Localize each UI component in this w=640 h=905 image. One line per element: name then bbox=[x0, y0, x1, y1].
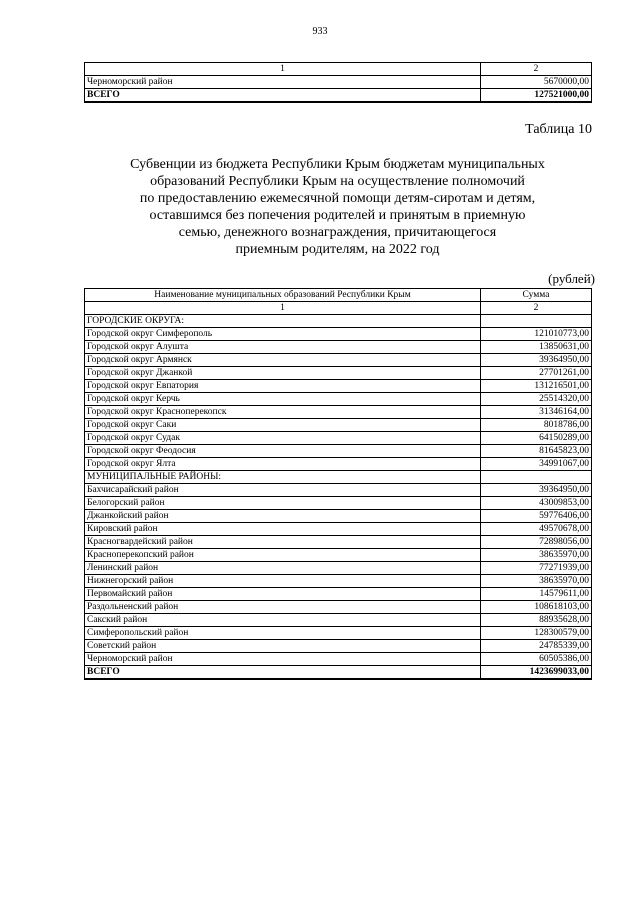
table-row bbox=[85, 640, 592, 653]
section-row bbox=[85, 471, 592, 484]
municipality-name: Черноморский район bbox=[85, 653, 481, 666]
municipality-name: Белогорский район bbox=[85, 497, 481, 510]
title-line: приемным родителям, на 2022 год bbox=[235, 242, 440, 257]
total-row bbox=[85, 666, 592, 680]
amount: 38635970,00 bbox=[481, 575, 592, 588]
amount: 43009853,00 bbox=[481, 497, 592, 510]
table-row bbox=[85, 588, 592, 601]
amount: 60505386,00 bbox=[481, 653, 592, 666]
title-line: оставшимся без попечения родителей и принятым в приемную bbox=[149, 208, 526, 223]
municipality-name: Красноперекопский район bbox=[85, 549, 481, 562]
amount: 64150289,00 bbox=[481, 432, 592, 445]
total-amount: 127521000,00 bbox=[481, 89, 592, 103]
table-row bbox=[85, 523, 592, 536]
municipality-name: Городской округ Саки bbox=[85, 419, 481, 432]
table-row bbox=[85, 497, 592, 510]
table-row bbox=[85, 76, 592, 89]
title-line: Субвенции из бюджета Республики Крым бюджетам муниципальных bbox=[130, 157, 545, 172]
table-row bbox=[85, 419, 592, 432]
title-line: образований Республики Крым на осуществление полномочий bbox=[150, 174, 525, 189]
table-row bbox=[85, 406, 592, 419]
municipality-name: Черноморский район bbox=[85, 76, 481, 89]
table-row bbox=[85, 328, 592, 341]
page-number: 933 bbox=[312, 26, 328, 37]
municipality-name: Джанкойский район bbox=[85, 510, 481, 523]
table-row bbox=[85, 653, 592, 666]
column-number: 1 bbox=[85, 302, 481, 315]
section-label: МУНИЦИПАЛЬНЫЕ РАЙОНЫ: bbox=[85, 471, 481, 484]
table-row bbox=[85, 380, 592, 393]
total-row bbox=[85, 89, 592, 103]
municipality-name: Городской округ Судак bbox=[85, 432, 481, 445]
amount: 25514320,00 bbox=[481, 393, 592, 406]
column-header-name: Наименование муниципальных образований Республики Крым bbox=[85, 289, 481, 302]
amount: 24785339,00 bbox=[481, 640, 592, 653]
table-row bbox=[85, 354, 592, 367]
table-row bbox=[85, 432, 592, 445]
municipality-name: Сакский район bbox=[85, 614, 481, 627]
municipality-name: Бахчисарайский район bbox=[85, 484, 481, 497]
table-row bbox=[85, 458, 592, 471]
table-row bbox=[85, 575, 592, 588]
municipality-name: Ленинский район bbox=[85, 562, 481, 575]
amount bbox=[481, 471, 592, 484]
table-row bbox=[85, 601, 592, 614]
continued-table bbox=[84, 62, 592, 103]
municipality-name: Советский район bbox=[85, 640, 481, 653]
municipality-name: Городской округ Евпатория bbox=[85, 380, 481, 393]
units-label: (рублей) bbox=[548, 271, 595, 286]
amount: 38635970,00 bbox=[481, 549, 592, 562]
amount: 39364950,00 bbox=[481, 354, 592, 367]
column-number-row bbox=[85, 63, 592, 76]
amount: 72898056,00 bbox=[481, 536, 592, 549]
municipality-name: Городской округ Симферополь bbox=[85, 328, 481, 341]
title-line: семью, денежного вознаграждения, причитающегося bbox=[178, 225, 497, 240]
subvention-table bbox=[84, 288, 592, 680]
amount: 131216501,00 bbox=[481, 380, 592, 393]
amount: 13850631,00 bbox=[481, 341, 592, 354]
column-number-row bbox=[85, 302, 592, 315]
total-label: ВСЕГО bbox=[85, 89, 481, 103]
table-row bbox=[85, 445, 592, 458]
amount: 14579611,00 bbox=[481, 588, 592, 601]
amount: 81645823,00 bbox=[481, 445, 592, 458]
column-header-sum: Сумма bbox=[481, 289, 592, 302]
table-row bbox=[85, 562, 592, 575]
municipality-name: Городской округ Джанкой bbox=[85, 367, 481, 380]
amount: 5670000,00 bbox=[481, 76, 592, 89]
table-row bbox=[85, 484, 592, 497]
table-row bbox=[85, 510, 592, 523]
title-line: по предоставлению ежемесячной помощи детям-сиротам и детям, bbox=[139, 191, 536, 206]
column-number: 1 bbox=[85, 63, 481, 76]
amount: 59776406,00 bbox=[481, 510, 592, 523]
table-caption: Таблица 10 bbox=[525, 122, 592, 137]
table-title bbox=[84, 156, 591, 258]
amount: 121010773,00 bbox=[481, 328, 592, 341]
table-row bbox=[85, 367, 592, 380]
municipality-name: Кировский район bbox=[85, 523, 481, 536]
column-number: 2 bbox=[481, 302, 592, 315]
section-label: ГОРОДСКИЕ ОКРУГА: bbox=[85, 315, 481, 328]
header-row bbox=[85, 289, 592, 302]
municipality-name: Городской округ Ялта bbox=[85, 458, 481, 471]
amount: 39364950,00 bbox=[481, 484, 592, 497]
municipality-name: Раздольненский район bbox=[85, 601, 481, 614]
amount: 77271939,00 bbox=[481, 562, 592, 575]
municipality-name: Городской округ Керчь bbox=[85, 393, 481, 406]
amount: 27701261,00 bbox=[481, 367, 592, 380]
municipality-name: Красногвардейский район bbox=[85, 536, 481, 549]
table-row bbox=[85, 393, 592, 406]
municipality-name: Первомайский район bbox=[85, 588, 481, 601]
municipality-name: Городской округ Алушта bbox=[85, 341, 481, 354]
amount: 88935628,00 bbox=[481, 614, 592, 627]
amount: 8018786,00 bbox=[481, 419, 592, 432]
amount: 128300579,00 bbox=[481, 627, 592, 640]
amount bbox=[481, 315, 592, 328]
total-label: ВСЕГО bbox=[85, 666, 481, 680]
column-number: 2 bbox=[481, 63, 592, 76]
amount: 49570678,00 bbox=[481, 523, 592, 536]
table-row bbox=[85, 341, 592, 354]
table-row bbox=[85, 614, 592, 627]
table-row bbox=[85, 627, 592, 640]
table-row bbox=[85, 549, 592, 562]
amount: 31346164,00 bbox=[481, 406, 592, 419]
section-row bbox=[85, 315, 592, 328]
municipality-name: Городской округ Красноперекопск bbox=[85, 406, 481, 419]
total-amount: 1423699033,00 bbox=[481, 666, 592, 680]
amount: 108618103,00 bbox=[481, 601, 592, 614]
municipality-name: Городской округ Феодосия bbox=[85, 445, 481, 458]
municipality-name: Нижнегорский район bbox=[85, 575, 481, 588]
amount: 34991067,00 bbox=[481, 458, 592, 471]
municipality-name: Городской округ Армянск bbox=[85, 354, 481, 367]
table-row bbox=[85, 536, 592, 549]
municipality-name: Симферопольский район bbox=[85, 627, 481, 640]
